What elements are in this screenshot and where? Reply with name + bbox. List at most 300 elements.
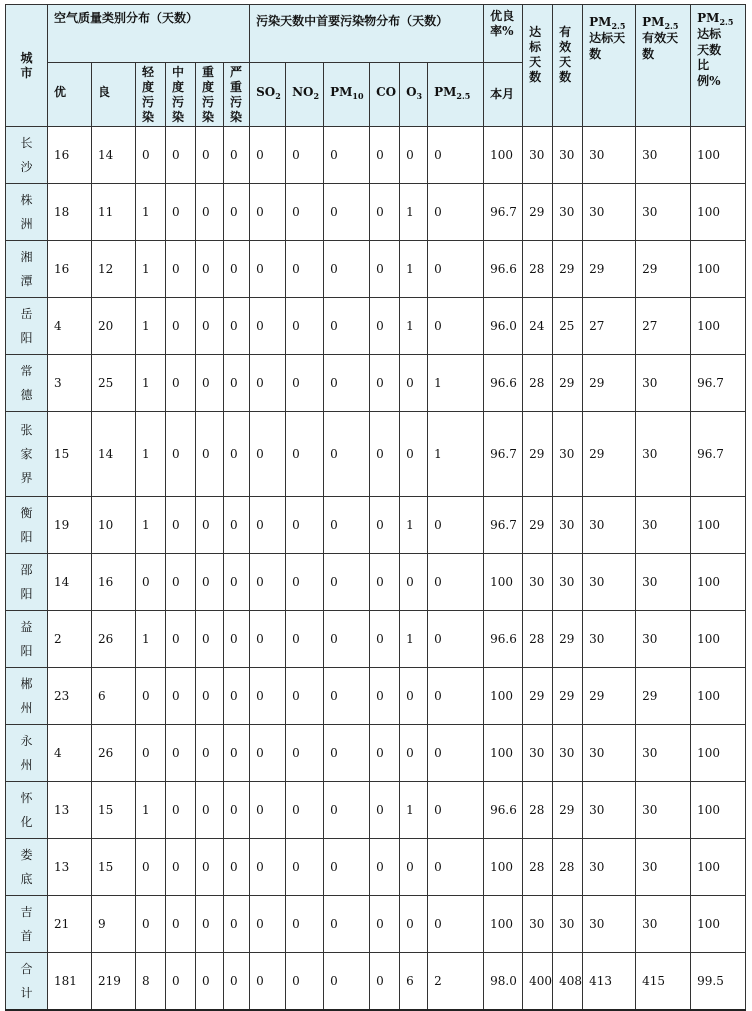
data-cell: 0 <box>166 241 196 298</box>
city-cell <box>6 355 48 412</box>
header-good-rate: 优良率% <box>484 5 523 63</box>
header-pm25-ratio <box>691 5 746 127</box>
header-pollutant-col-2 <box>324 63 370 127</box>
city-cell <box>6 412 48 497</box>
data-cell: 14 <box>92 127 136 184</box>
data-cell: 1 <box>400 611 428 668</box>
data-cell: 0 <box>370 298 400 355</box>
data-cell: 0 <box>136 668 166 725</box>
data-cell: 0 <box>286 611 324 668</box>
data-cell: 96.7 <box>484 497 523 554</box>
data-cell: 0 <box>370 611 400 668</box>
data-cell: 30 <box>523 554 553 611</box>
data-cell: 0 <box>196 953 224 1010</box>
data-cell: 96.6 <box>484 611 523 668</box>
data-cell: 29 <box>523 184 553 241</box>
header-pm25-standard-days <box>583 5 636 127</box>
data-cell: 27 <box>583 298 636 355</box>
data-cell: 0 <box>166 497 196 554</box>
data-cell: 0 <box>136 127 166 184</box>
city-cell <box>6 896 48 953</box>
data-cell: 0 <box>196 355 224 412</box>
data-cell: 0 <box>370 953 400 1010</box>
data-cell: 0 <box>400 896 428 953</box>
data-cell: 0 <box>324 554 370 611</box>
city-name: 常德 <box>20 364 33 402</box>
data-cell: 0 <box>250 241 286 298</box>
data-cell: 100 <box>691 611 746 668</box>
data-cell: 28 <box>523 839 553 896</box>
data-cell: 0 <box>166 725 196 782</box>
data-cell: 0 <box>324 896 370 953</box>
data-cell: 29 <box>583 241 636 298</box>
data-cell: 0 <box>286 241 324 298</box>
data-cell: 100 <box>691 241 746 298</box>
data-cell: 0 <box>224 725 250 782</box>
header-aq-col-5 <box>224 63 250 127</box>
data-cell: 0 <box>224 127 250 184</box>
data-cell: 3 <box>48 355 92 412</box>
data-cell: 0 <box>250 953 286 1010</box>
data-cell: 0 <box>370 355 400 412</box>
data-cell: 0 <box>196 896 224 953</box>
data-cell: 0 <box>224 782 250 839</box>
data-cell: 0 <box>166 839 196 896</box>
data-cell: 1 <box>428 355 484 412</box>
data-cell: 26 <box>92 611 136 668</box>
table-row <box>6 782 746 839</box>
data-cell: 30 <box>553 725 583 782</box>
data-cell: 408 <box>553 953 583 1010</box>
data-cell: 30 <box>636 497 691 554</box>
data-cell: 0 <box>224 298 250 355</box>
data-cell: 0 <box>428 782 484 839</box>
data-cell: 0 <box>400 668 428 725</box>
data-cell: 0 <box>324 127 370 184</box>
data-cell: 0 <box>250 355 286 412</box>
city-cell <box>6 241 48 298</box>
data-cell: 25 <box>553 298 583 355</box>
header-pollutant-sub: 2.5 <box>456 91 471 101</box>
data-cell: 15 <box>48 412 92 497</box>
data-cell: 30 <box>636 412 691 497</box>
data-cell: 0 <box>428 497 484 554</box>
data-cell: 30 <box>636 839 691 896</box>
data-cell: 0 <box>166 611 196 668</box>
data-cell: 0 <box>400 127 428 184</box>
data-cell: 0 <box>286 184 324 241</box>
data-cell: 100 <box>691 497 746 554</box>
header-month: 本月 <box>484 63 523 127</box>
data-cell: 29 <box>553 668 583 725</box>
city-name: 邵阳 <box>20 563 33 601</box>
data-cell: 30 <box>583 554 636 611</box>
data-cell: 100 <box>691 668 746 725</box>
data-cell: 0 <box>166 782 196 839</box>
data-cell: 13 <box>48 782 92 839</box>
data-cell: 28 <box>553 839 583 896</box>
data-cell: 1 <box>136 184 166 241</box>
data-cell: 181 <box>48 953 92 1010</box>
data-cell: 0 <box>196 668 224 725</box>
data-cell: 28 <box>523 355 553 412</box>
header-pm25-valid-days <box>636 5 691 127</box>
data-cell: 0 <box>324 298 370 355</box>
city-name: 娄底 <box>20 848 33 886</box>
table-row <box>6 355 746 412</box>
data-cell: 96.0 <box>484 298 523 355</box>
pm25-label-sub: 2.5 <box>611 21 626 31</box>
data-cell: 2 <box>48 611 92 668</box>
city-cell <box>6 554 48 611</box>
table-row <box>6 953 746 1010</box>
city-name: 益阳 <box>20 620 33 658</box>
pm25-label-sub: 2.5 <box>719 17 734 27</box>
city-cell <box>6 184 48 241</box>
data-cell: 29 <box>553 782 583 839</box>
data-cell: 30 <box>553 184 583 241</box>
data-cell: 1 <box>400 298 428 355</box>
data-cell: 0 <box>428 184 484 241</box>
data-cell: 0 <box>324 668 370 725</box>
data-cell: 30 <box>636 127 691 184</box>
data-cell: 16 <box>92 554 136 611</box>
header-aq-distribution: 空气质量类别分布（天数） <box>48 5 250 63</box>
header-aq-col-0 <box>48 63 92 127</box>
data-cell: 30 <box>636 184 691 241</box>
data-cell: 100 <box>484 127 523 184</box>
data-cell: 100 <box>484 725 523 782</box>
city-name: 湘潭 <box>20 250 33 288</box>
header-pollutant-sub: 10 <box>352 91 364 101</box>
header-pollutant-col-5 <box>428 63 484 127</box>
data-cell: 96.7 <box>691 412 746 497</box>
header-pollutant-sub: 2 <box>313 91 320 101</box>
data-cell: 30 <box>583 184 636 241</box>
data-cell: 0 <box>250 668 286 725</box>
data-cell: 30 <box>583 611 636 668</box>
data-cell: 28 <box>523 241 553 298</box>
data-cell: 100 <box>691 725 746 782</box>
data-cell: 30 <box>583 725 636 782</box>
data-cell: 219 <box>92 953 136 1010</box>
data-cell: 0 <box>196 554 224 611</box>
data-cell: 96.6 <box>484 782 523 839</box>
header-aq-col-label: 轻度污染 <box>142 65 155 124</box>
data-cell: 0 <box>196 127 224 184</box>
table-row <box>6 725 746 782</box>
data-cell: 0 <box>370 554 400 611</box>
data-cell: 0 <box>196 241 224 298</box>
data-cell: 100 <box>484 839 523 896</box>
data-cell: 100 <box>691 184 746 241</box>
data-cell: 30 <box>583 127 636 184</box>
city-name: 长沙 <box>20 136 33 174</box>
header-pollutant-distribution: 污染天数中首要污染物分布（天数） <box>250 5 484 63</box>
data-cell: 99.5 <box>691 953 746 1010</box>
data-cell: 0 <box>324 611 370 668</box>
data-cell: 4 <box>48 725 92 782</box>
data-cell: 29 <box>523 668 553 725</box>
data-cell: 26 <box>92 725 136 782</box>
data-cell: 0 <box>196 184 224 241</box>
pm25-label-base: PM <box>589 15 612 29</box>
city-cell <box>6 298 48 355</box>
data-cell: 1 <box>136 241 166 298</box>
data-cell: 29 <box>636 241 691 298</box>
city-cell <box>6 611 48 668</box>
table-row <box>6 298 746 355</box>
data-cell: 0 <box>370 896 400 953</box>
data-cell: 30 <box>636 611 691 668</box>
table-row <box>6 497 746 554</box>
header-standard-days: 达标天数 <box>523 5 553 127</box>
data-cell: 8 <box>136 953 166 1010</box>
data-cell: 96.6 <box>484 241 523 298</box>
header-aq-col-4 <box>196 63 224 127</box>
data-cell: 1 <box>136 298 166 355</box>
city-cell <box>6 127 48 184</box>
data-cell: 0 <box>286 298 324 355</box>
data-cell: 0 <box>250 782 286 839</box>
data-cell: 0 <box>166 668 196 725</box>
pm25-label-base: PM <box>642 15 665 29</box>
data-cell: 30 <box>523 725 553 782</box>
data-cell: 15 <box>92 782 136 839</box>
data-cell: 19 <box>48 497 92 554</box>
data-cell: 0 <box>196 298 224 355</box>
data-cell: 30 <box>523 896 553 953</box>
data-cell: 0 <box>428 554 484 611</box>
data-cell: 0 <box>324 782 370 839</box>
data-cell: 0 <box>166 953 196 1010</box>
city-name: 怀化 <box>20 791 33 829</box>
data-cell: 96.7 <box>691 355 746 412</box>
data-cell: 413 <box>583 953 636 1010</box>
data-cell: 30 <box>523 127 553 184</box>
header-pollutant-base: CO <box>376 85 397 99</box>
data-cell: 0 <box>286 896 324 953</box>
city-name: 永州 <box>20 734 33 772</box>
data-cell: 14 <box>48 554 92 611</box>
table-row <box>6 241 746 298</box>
data-cell: 0 <box>224 668 250 725</box>
data-cell: 0 <box>224 611 250 668</box>
data-cell: 0 <box>250 127 286 184</box>
data-cell: 0 <box>286 782 324 839</box>
header-aq-col-3 <box>166 63 196 127</box>
table-row <box>6 184 746 241</box>
data-cell: 27 <box>636 298 691 355</box>
table-header <box>6 5 746 127</box>
data-cell: 1 <box>428 412 484 497</box>
table-row <box>6 412 746 497</box>
header-aq-col-label: 重度污染 <box>202 65 215 124</box>
data-cell: 16 <box>48 127 92 184</box>
data-cell: 1 <box>400 782 428 839</box>
city-cell <box>6 725 48 782</box>
data-cell: 0 <box>286 127 324 184</box>
data-cell: 0 <box>400 355 428 412</box>
data-cell: 96.7 <box>484 184 523 241</box>
data-cell: 14 <box>92 412 136 497</box>
data-cell: 100 <box>691 127 746 184</box>
header-pollutant-base: NO <box>292 85 314 99</box>
city-cell <box>6 668 48 725</box>
city-name: 张家界 <box>20 423 33 485</box>
data-cell: 1 <box>136 412 166 497</box>
city-name: 株洲 <box>20 193 33 231</box>
data-cell: 18 <box>48 184 92 241</box>
data-cell: 0 <box>286 355 324 412</box>
data-cell: 0 <box>166 184 196 241</box>
data-cell: 0 <box>166 412 196 497</box>
data-cell: 0 <box>250 725 286 782</box>
pm25-label-tail: 有效天数 <box>642 31 679 61</box>
data-cell: 0 <box>286 953 324 1010</box>
data-cell: 0 <box>166 896 196 953</box>
data-cell: 20 <box>92 298 136 355</box>
data-cell: 1 <box>400 241 428 298</box>
data-cell: 100 <box>484 554 523 611</box>
data-cell: 30 <box>636 896 691 953</box>
data-cell: 0 <box>250 412 286 497</box>
data-cell: 0 <box>286 668 324 725</box>
data-cell: 100 <box>691 896 746 953</box>
pm25-label-tail: 达标天数 <box>589 31 626 61</box>
data-cell: 28 <box>523 611 553 668</box>
data-cell: 0 <box>136 725 166 782</box>
data-cell: 0 <box>428 298 484 355</box>
data-cell: 29 <box>553 241 583 298</box>
data-cell: 0 <box>400 725 428 782</box>
data-cell: 100 <box>691 554 746 611</box>
data-cell: 0 <box>224 497 250 554</box>
data-cell: 0 <box>324 355 370 412</box>
data-cell: 0 <box>224 241 250 298</box>
data-cell: 0 <box>428 725 484 782</box>
data-cell: 30 <box>553 497 583 554</box>
data-cell: 0 <box>428 896 484 953</box>
data-cell: 0 <box>370 241 400 298</box>
city-cell <box>6 497 48 554</box>
data-cell: 29 <box>523 412 553 497</box>
header-aq-col-label: 严重污染 <box>230 65 243 124</box>
data-cell: 30 <box>636 355 691 412</box>
data-cell: 0 <box>250 184 286 241</box>
header-aq-col-label: 优 <box>54 85 67 99</box>
data-cell: 30 <box>553 412 583 497</box>
data-cell: 0 <box>196 725 224 782</box>
data-cell: 0 <box>196 782 224 839</box>
table-row <box>6 839 746 896</box>
pm25-label <box>642 15 678 29</box>
data-cell: 1 <box>136 355 166 412</box>
city-name: 衡阳 <box>20 506 33 544</box>
data-cell: 0 <box>166 298 196 355</box>
data-cell: 0 <box>166 127 196 184</box>
data-cell: 0 <box>400 554 428 611</box>
header-pollutant-col-4 <box>400 63 428 127</box>
data-cell: 100 <box>484 668 523 725</box>
table-body <box>6 127 746 1010</box>
data-cell: 0 <box>224 839 250 896</box>
data-cell: 0 <box>196 839 224 896</box>
data-cell: 0 <box>370 497 400 554</box>
data-cell: 29 <box>583 412 636 497</box>
data-cell: 0 <box>250 839 286 896</box>
data-cell: 0 <box>224 953 250 1010</box>
data-cell: 0 <box>370 668 400 725</box>
data-cell: 0 <box>196 412 224 497</box>
table-row <box>6 896 746 953</box>
header-pollutant-col-0 <box>250 63 286 127</box>
data-cell: 100 <box>484 896 523 953</box>
data-cell: 0 <box>196 611 224 668</box>
data-cell: 30 <box>583 497 636 554</box>
header-pollutant-sub: 3 <box>416 91 423 101</box>
data-cell: 13 <box>48 839 92 896</box>
data-cell: 15 <box>92 839 136 896</box>
header-pollutant-base: O <box>406 85 417 99</box>
data-cell: 9 <box>92 896 136 953</box>
data-cell: 11 <box>92 184 136 241</box>
data-cell: 400 <box>523 953 553 1010</box>
data-cell: 96.6 <box>484 355 523 412</box>
data-cell: 0 <box>400 839 428 896</box>
data-cell: 0 <box>324 412 370 497</box>
pm25-label-tail: 达标天数比例% <box>697 27 722 88</box>
data-cell: 29 <box>523 497 553 554</box>
pm25-label <box>697 11 733 25</box>
city-cell <box>6 839 48 896</box>
data-cell: 25 <box>92 355 136 412</box>
data-cell: 0 <box>250 298 286 355</box>
data-cell: 28 <box>523 782 553 839</box>
data-cell: 2 <box>428 953 484 1010</box>
data-cell: 4 <box>48 298 92 355</box>
header-pollutant-sub: 2 <box>275 91 281 101</box>
data-cell: 96.7 <box>484 412 523 497</box>
data-cell: 0 <box>136 839 166 896</box>
data-cell: 0 <box>196 497 224 554</box>
header-pollutant-base: PM <box>434 85 457 99</box>
data-cell: 0 <box>224 184 250 241</box>
data-cell: 30 <box>553 896 583 953</box>
data-cell: 0 <box>428 839 484 896</box>
table-row <box>6 127 746 184</box>
city-cell <box>6 782 48 839</box>
data-cell: 1 <box>136 497 166 554</box>
data-cell: 0 <box>324 725 370 782</box>
table-row <box>6 668 746 725</box>
data-cell: 0 <box>324 953 370 1010</box>
data-cell: 0 <box>224 554 250 611</box>
data-cell: 23 <box>48 668 92 725</box>
data-cell: 0 <box>286 412 324 497</box>
data-cell: 0 <box>428 127 484 184</box>
data-cell: 0 <box>286 497 324 554</box>
data-cell: 6 <box>400 953 428 1010</box>
data-cell: 1 <box>136 782 166 839</box>
table-row <box>6 611 746 668</box>
data-cell: 0 <box>400 412 428 497</box>
data-cell: 415 <box>636 953 691 1010</box>
data-cell: 30 <box>553 127 583 184</box>
data-cell: 1 <box>136 611 166 668</box>
table-row <box>6 554 746 611</box>
data-cell: 1 <box>400 497 428 554</box>
